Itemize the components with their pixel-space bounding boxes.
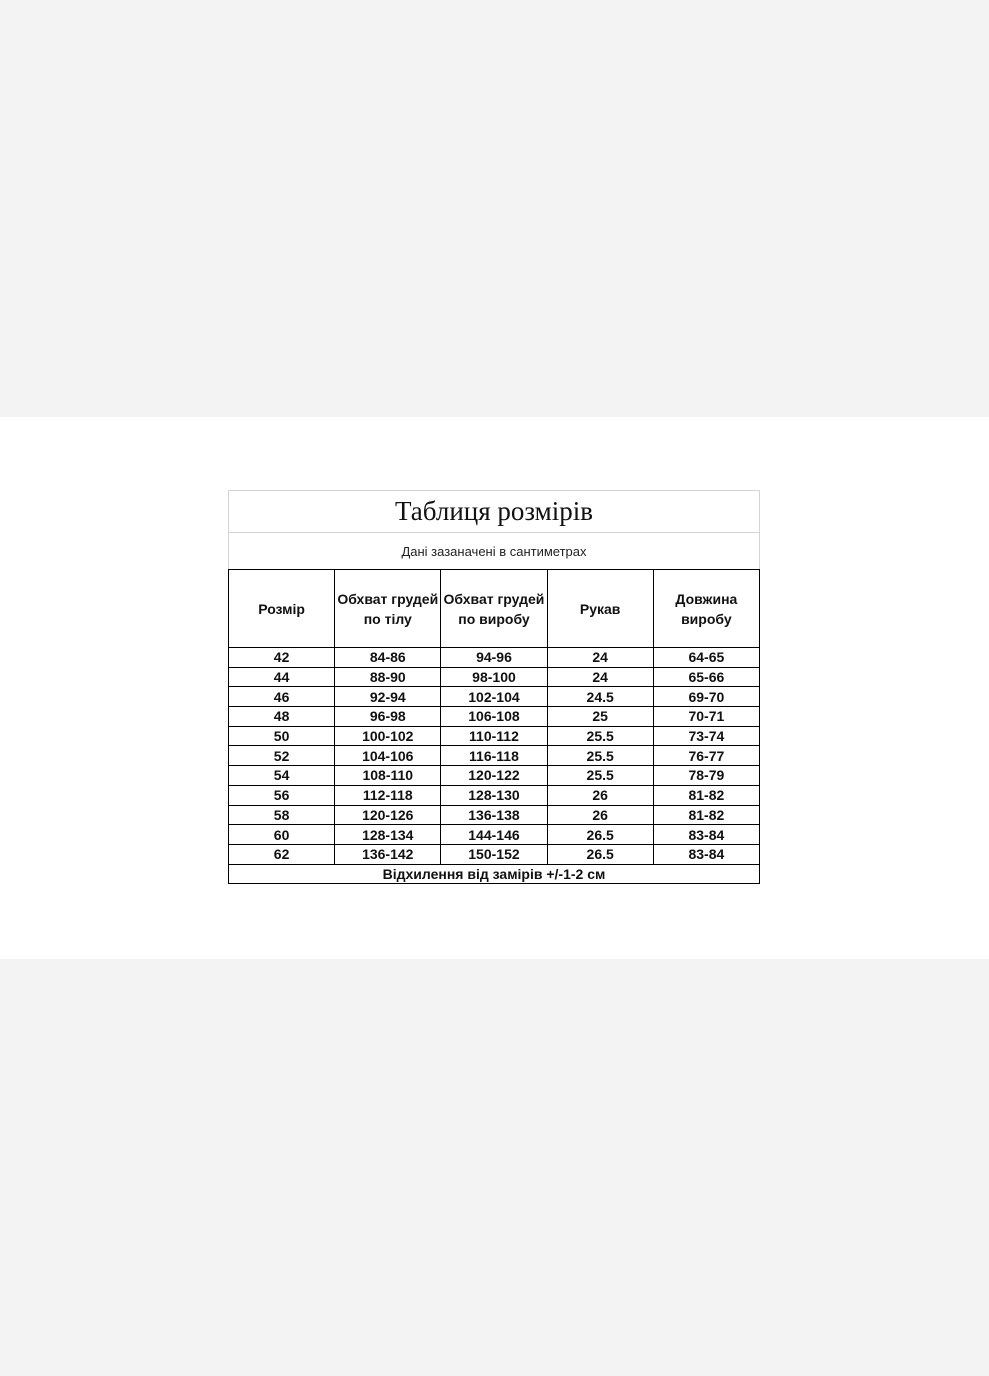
cell-sleeve: 24.5 bbox=[547, 687, 653, 707]
cell-sleeve: 25.5 bbox=[547, 746, 653, 766]
cell-garment-chest: 102-104 bbox=[441, 687, 547, 707]
cell-size: 44 bbox=[229, 667, 335, 687]
cell-garment-chest: 150-152 bbox=[441, 844, 547, 864]
cell-length: 73-74 bbox=[653, 726, 759, 746]
chart-subtitle: Дані зазаначені в сантиметрах bbox=[228, 533, 760, 569]
cell-body-chest: 104-106 bbox=[335, 746, 441, 766]
table-row bbox=[229, 648, 760, 668]
cell-size: 50 bbox=[229, 726, 335, 746]
header-garment-chest: Обхват грудей по виробу bbox=[441, 570, 547, 648]
cell-sleeve: 26.5 bbox=[547, 825, 653, 845]
size-table bbox=[228, 569, 760, 884]
cell-sleeve: 25.5 bbox=[547, 766, 653, 786]
cell-length: 64-65 bbox=[653, 648, 759, 668]
header-row bbox=[229, 570, 760, 648]
cell-length: 83-84 bbox=[653, 825, 759, 845]
cell-sleeve: 26.5 bbox=[547, 844, 653, 864]
table-row bbox=[229, 746, 760, 766]
table-row bbox=[229, 805, 760, 825]
cell-size: 52 bbox=[229, 746, 335, 766]
table-row bbox=[229, 844, 760, 864]
cell-garment-chest: 128-130 bbox=[441, 785, 547, 805]
cell-garment-chest: 98-100 bbox=[441, 667, 547, 687]
cell-garment-chest: 136-138 bbox=[441, 805, 547, 825]
cell-body-chest: 128-134 bbox=[335, 825, 441, 845]
cell-size: 54 bbox=[229, 766, 335, 786]
header-size: Розмір bbox=[229, 570, 335, 648]
cell-sleeve: 26 bbox=[547, 805, 653, 825]
cell-length: 76-77 bbox=[653, 746, 759, 766]
cell-size: 48 bbox=[229, 707, 335, 727]
cell-garment-chest: 144-146 bbox=[441, 825, 547, 845]
cell-body-chest: 136-142 bbox=[335, 844, 441, 864]
table-row bbox=[229, 687, 760, 707]
cell-garment-chest: 116-118 bbox=[441, 746, 547, 766]
cell-length: 69-70 bbox=[653, 687, 759, 707]
cell-body-chest: 120-126 bbox=[335, 805, 441, 825]
cell-sleeve: 26 bbox=[547, 785, 653, 805]
cell-body-chest: 84-86 bbox=[335, 648, 441, 668]
header-body-chest: Обхват грудей по тілу bbox=[335, 570, 441, 648]
cell-body-chest: 108-110 bbox=[335, 766, 441, 786]
cell-length: 65-66 bbox=[653, 667, 759, 687]
cell-size: 60 bbox=[229, 825, 335, 845]
cell-sleeve: 24 bbox=[547, 648, 653, 668]
cell-size: 62 bbox=[229, 844, 335, 864]
cell-garment-chest: 106-108 bbox=[441, 707, 547, 727]
table-row bbox=[229, 825, 760, 845]
table-row bbox=[229, 785, 760, 805]
size-chart bbox=[228, 490, 760, 884]
cell-size: 42 bbox=[229, 648, 335, 668]
cell-length: 70-71 bbox=[653, 707, 759, 727]
table-body bbox=[229, 648, 760, 865]
cell-body-chest: 92-94 bbox=[335, 687, 441, 707]
cell-length: 81-82 bbox=[653, 785, 759, 805]
cell-body-chest: 96-98 bbox=[335, 707, 441, 727]
footnote: Відхилення від замірів +/-1-2 см bbox=[229, 864, 760, 884]
cell-body-chest: 100-102 bbox=[335, 726, 441, 746]
cell-length: 78-79 bbox=[653, 766, 759, 786]
chart-title: Таблиця розмірів bbox=[228, 490, 760, 533]
header-sleeve: Рукав bbox=[547, 570, 653, 648]
cell-length: 81-82 bbox=[653, 805, 759, 825]
header-length: Довжина виробу bbox=[653, 570, 759, 648]
cell-body-chest: 112-118 bbox=[335, 785, 441, 805]
cell-body-chest: 88-90 bbox=[335, 667, 441, 687]
table-row bbox=[229, 667, 760, 687]
cell-size: 46 bbox=[229, 687, 335, 707]
cell-garment-chest: 110-112 bbox=[441, 726, 547, 746]
footnote-row bbox=[229, 864, 760, 884]
cell-garment-chest: 120-122 bbox=[441, 766, 547, 786]
cell-size: 58 bbox=[229, 805, 335, 825]
cell-sleeve: 25 bbox=[547, 707, 653, 727]
table-row bbox=[229, 707, 760, 727]
cell-sleeve: 25.5 bbox=[547, 726, 653, 746]
cell-garment-chest: 94-96 bbox=[441, 648, 547, 668]
table-row bbox=[229, 726, 760, 746]
cell-length: 83-84 bbox=[653, 844, 759, 864]
table-row bbox=[229, 766, 760, 786]
cell-sleeve: 24 bbox=[547, 667, 653, 687]
cell-size: 56 bbox=[229, 785, 335, 805]
